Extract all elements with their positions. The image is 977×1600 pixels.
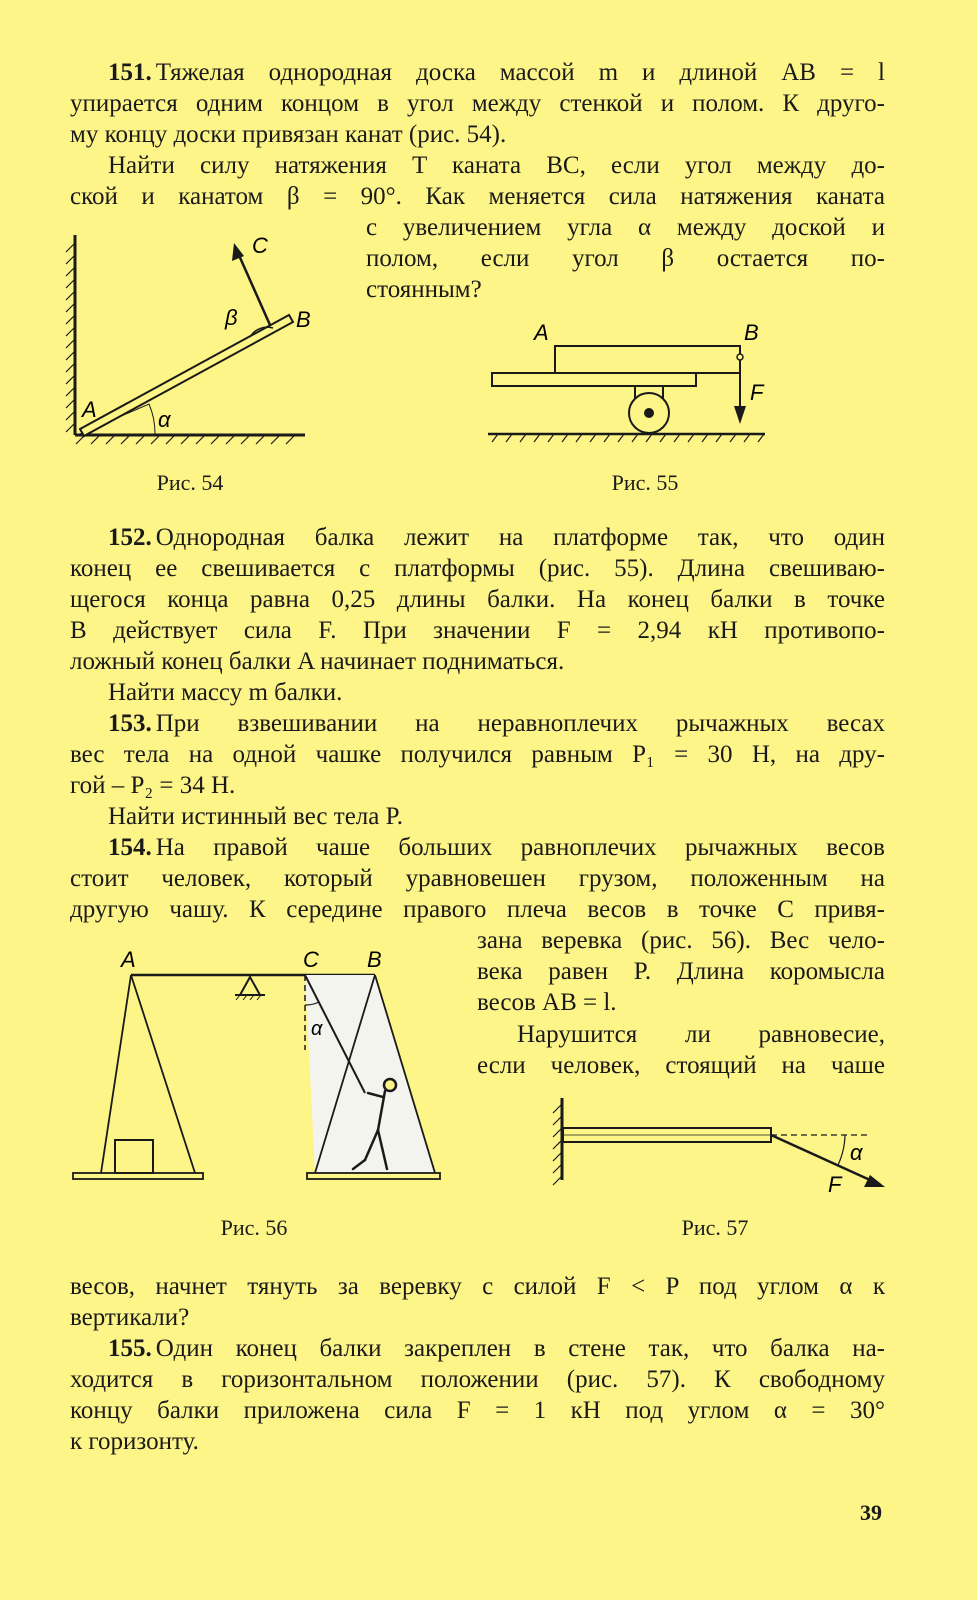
fig56-caption: Рис. 56 — [220, 1215, 288, 1240]
fig57-label-alpha: α — [850, 1140, 863, 1165]
fig56-label-alpha: α — [311, 1018, 323, 1040]
problem-155-line-3: концу балки приложена сила F = 1 кН под углом α = 30° — [70, 1397, 885, 1424]
fig57-caption: Рис. 57 — [681, 1215, 749, 1240]
fig54-caption: Рис. 54 — [156, 470, 224, 495]
problem-154-line-4: зана веревка (рис. 56). Вес чело- — [477, 927, 885, 954]
figure-54 — [60, 225, 320, 445]
problem-153-line-4: Найти истинный вес тела P. — [108, 803, 403, 830]
fig54-label-beta: β — [225, 305, 238, 330]
problem-152-line-5: ложный конец балки A начинает подниматься. — [70, 648, 565, 675]
fig55-label-a: A — [534, 320, 549, 345]
fig54-label-alpha: α — [158, 407, 171, 432]
problem-153-line-3: гой – P₂ = 34 Н. — [70, 772, 236, 799]
fig54-label-b: B — [296, 307, 311, 332]
problem-155-line-2: ходится в горизонтальном положении (рис. 57). К свободному — [70, 1366, 885, 1393]
problem-154-line-10: вертикали? — [70, 1304, 190, 1331]
problem-154-line-6: весов AB = l. — [477, 989, 617, 1016]
problem-154-line-2: стоит человек, который уравновешен грузом, положенным на — [70, 865, 885, 892]
figure-57 — [540, 1090, 900, 1200]
problem-154-line-8: если человек, стоящий на чаше — [477, 1052, 885, 1079]
problem-152-line-2: конец ее свешивается с платформы (рис. 55). Длина свешиваю- — [70, 555, 885, 582]
fig55-label-b: B — [744, 320, 759, 345]
problem-154-line-9: весов, начнет тянуть за веревку с силой F < P под углом α к — [70, 1273, 885, 1300]
page-number: 39 — [860, 1500, 882, 1525]
problem-152-line-1: 152. Однородная балка лежит на платформе так, что один — [108, 524, 885, 551]
problem-151-line-6: с увеличением угла α между доской и — [366, 214, 885, 241]
problem-155-line-1: 155. Один конец балки закреплен в стене так, что балка на- — [108, 1335, 885, 1362]
problem-153-line-2: вес тела на одной чашке получился равным P₁ = 30 Н, на дру- — [70, 741, 885, 768]
problem-155-line-4: к горизонту. — [70, 1428, 199, 1455]
problem-151-line-8: стоянным? — [366, 276, 482, 303]
problem-151-line-1: 151. Тяжелая однородная доска массой m и длиной AB = l — [108, 59, 885, 86]
problem-152-line-3: щегося конца равна 0,25 длины балки. На конец балки в точке — [70, 586, 885, 613]
problem-154-line-7: Нарушится ли равновесие, — [517, 1021, 885, 1048]
problem-151-line-2: упирается одним концом в угол между стенкой и полом. К друго- — [70, 90, 885, 117]
problem-151-line-5: ской и канатом β = 90°. Как меняется сила натяжения каната — [70, 183, 885, 210]
fig56-label-c: C — [303, 947, 319, 972]
fig54-label-c: C — [252, 233, 268, 258]
fig56-label-b: B — [367, 947, 382, 972]
fig54-label-a: A — [82, 397, 97, 422]
fig56-label-a: A — [121, 947, 136, 972]
problem-151-line-7: полом, если угол β остается по- — [366, 245, 885, 272]
fig57-label-f: F — [828, 1172, 842, 1197]
fig55-caption: Рис. 55 — [611, 470, 679, 495]
figure-55 — [480, 320, 780, 445]
problem-154-line-5: века равен P. Длина коромысла — [477, 958, 885, 985]
problem-153-line-1: 153. При взвешивании на неравноплечих рычажных весах — [108, 710, 885, 737]
problem-154-line-3: другую чашу. К середине правого плеча весов в точке C привя- — [70, 896, 885, 923]
problem-152-line-4: B действует сила F. При значении F = 2,94 кН противопо- — [70, 617, 885, 644]
problem-151-line-3: му концу доски привязан канат (рис. 54). — [70, 121, 507, 148]
figure-56 — [65, 945, 455, 1195]
fig55-label-f: F — [750, 380, 764, 405]
problem-154-line-1: 154. На правой чаше больших равноплечих рычажных весов — [108, 834, 885, 861]
problem-152-line-6: Найти массу m балки. — [108, 679, 343, 706]
problem-151-line-4: Найти силу натяжения T каната BC, если угол между до- — [108, 152, 885, 179]
